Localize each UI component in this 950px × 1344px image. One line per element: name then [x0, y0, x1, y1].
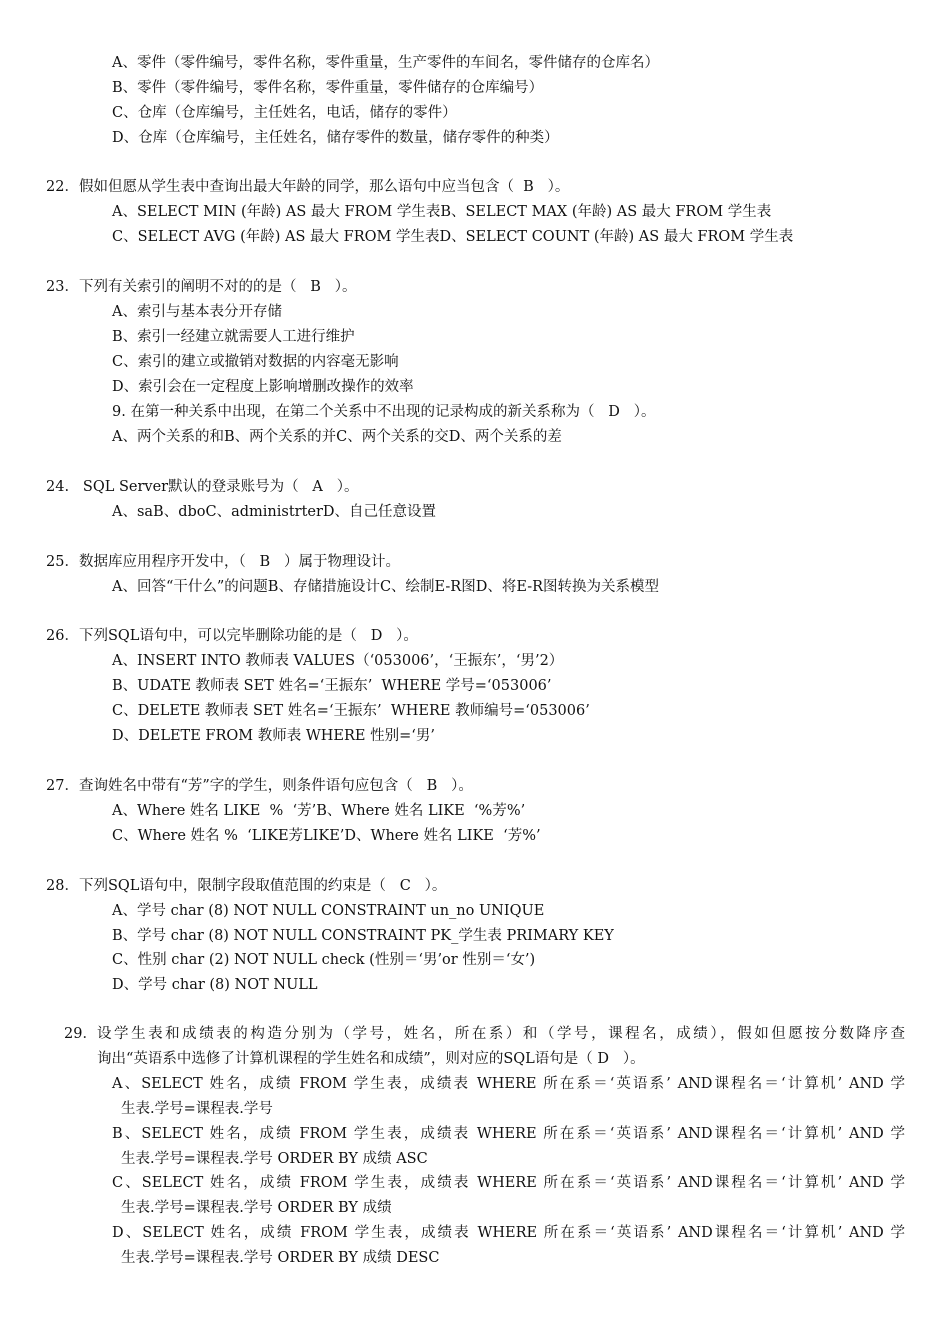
question-28: 28．下列SQL语句中，限制字段取值范围的约束是（ C ）。	[46, 878, 447, 894]
option-line: A、SELECT MIN (年龄) AS 最大 FROM 学生表B、SELECT MAX (年龄) AS 最大 FROM 学生表	[112, 204, 772, 220]
question-29-line2: 询出“英语系中选修了计算机课程的学生姓名和成绩”，则对应的SQL语句是（ D ）。	[97, 1051, 645, 1067]
option-line: B、学号 char (8) NOT NULL CONSTRAINT PK_学生表 PRIMARY KEY	[112, 928, 614, 944]
option-line: A、INSERT INTO 教师表 VALUES（‘053006’，‘王振东’，‘男’2）	[112, 653, 564, 669]
option-line: C、SELECT AVG (年龄) AS 最大 FROM 学生表D、SELECT COUNT (年龄) AS 最大 FROM 学生表	[112, 229, 794, 245]
option-line: A、学号 char (8) NOT NULL CONSTRAINT un_no UNIQUE	[112, 903, 545, 919]
option-line: A、回答“干什么”的问题B、存储措施设计C、绘制E-R图D、将E-R图转换为关系模型	[112, 579, 660, 595]
option-continuation: 生表.学号=课程表.学号 ORDER BY 成绩	[121, 1200, 392, 1216]
option-line: B、UDATE 教师表 SET 姓名=‘王振东’ WHERE 学号=‘053006’	[112, 678, 552, 694]
question-27: 27．查询姓名中带有“芳”字的学生，则条件语句应包含（ B ）。	[46, 778, 473, 794]
question-24: 24. SQL Server默认的登录账号为（ A ）。	[46, 479, 359, 495]
question-23: 23．下列有关索引的阐明不对的的是（ B ）。	[46, 279, 357, 295]
question-26: 26．下列SQL语句中，可以完毕删除功能的是（ D ）。	[46, 628, 418, 644]
option-line: B、SELECT 姓名，成绩 FROM 学生表，成绩表 WHERE 所在系＝‘英语系’ AND课程名＝‘计算机’ AND 学	[112, 1126, 905, 1142]
option-line: C、索引的建立或撤销对数据的内容毫无影响	[112, 354, 399, 370]
option-line: A、两个关系的和B、两个关系的并C、两个关系的交D、两个关系的差	[112, 429, 562, 445]
option-line: B、零件（零件编号，零件名称，零件重量，零件储存的仓库编号）	[112, 80, 544, 96]
option-line: A、SELECT 姓名，成绩 FROM 学生表，成绩表 WHERE 所在系＝‘英语系’ AND课程名＝‘计算机’ AND 学	[112, 1076, 905, 1092]
option-line: D、仓库（仓库编号，主任姓名，储存零件的数量，储存零件的种类）	[112, 130, 559, 146]
option-line: A、Where 姓名 LIKE % ‘芳’B、Where 姓名 LIKE ‘%芳%’	[112, 803, 526, 819]
option-line: D、索引会在一定程度上影响增删改操作的效率	[112, 379, 414, 395]
option-line: 9. 在第一种关系中出现，在第二个关系中不出现的记录构成的新关系称为（ D ）。	[112, 404, 656, 420]
option-line: D、DELETE FROM 教师表 WHERE 性别=‘男’	[112, 728, 435, 744]
option-line: A、索引与基本表分开存储	[112, 304, 282, 320]
option-continuation: 生表.学号=课程表.学号 ORDER BY 成绩 DESC	[121, 1250, 440, 1266]
option-line: C、Where 姓名 % ‘LIKE芳LIKE’D、Where 姓名 LIKE ‘芳%’	[112, 828, 541, 844]
option-continuation: 生表.学号=课程表.学号	[121, 1101, 273, 1117]
question-29-line1: 设学生表和成绩表的构造分别为（学号，姓名，所在系）和（学号，课程名，成绩），假如但愿按分数降序查	[97, 1026, 905, 1042]
option-line: A、零件（零件编号，零件名称，零件重量，生产零件的车间名，零件储存的仓库名）	[112, 55, 659, 71]
option-line: D、SELECT 姓名，成绩 FROM 学生表，成绩表 WHERE 所在系＝‘英语系’ AND课程名＝‘计算机’ AND 学	[112, 1225, 905, 1241]
option-line: C、仓库（仓库编号，主任姓名，电话，储存的零件）	[112, 105, 457, 121]
option-line: B、索引一经建立就需要人工进行维护	[112, 329, 355, 345]
question-29-number: 29．	[64, 1026, 97, 1042]
option-line: D、学号 char (8) NOT NULL	[112, 977, 318, 993]
option-line: C、性别 char (2) NOT NULL check (性别＝‘男’or 性别＝‘女’)	[112, 952, 536, 968]
option-line: A、saB、dboC、administrterD、自己任意设置	[112, 504, 437, 520]
question-25: 25．数据库应用程序开发中，（ B ）属于物理设计。	[46, 554, 401, 570]
option-continuation: 生表.学号=课程表.学号 ORDER BY 成绩 ASC	[121, 1151, 428, 1167]
question-22: 22．假如但愿从学生表中查询出最大年龄的同学，那么语句中应当包含（ B ）。	[46, 179, 570, 195]
option-line: C、DELETE 教师表 SET 姓名=‘王振东’ WHERE 教师编号=‘053006’	[112, 703, 590, 719]
option-line: C、SELECT 姓名，成绩 FROM 学生表，成绩表 WHERE 所在系＝‘英语系’ AND课程名＝‘计算机’ AND 学	[112, 1175, 905, 1191]
